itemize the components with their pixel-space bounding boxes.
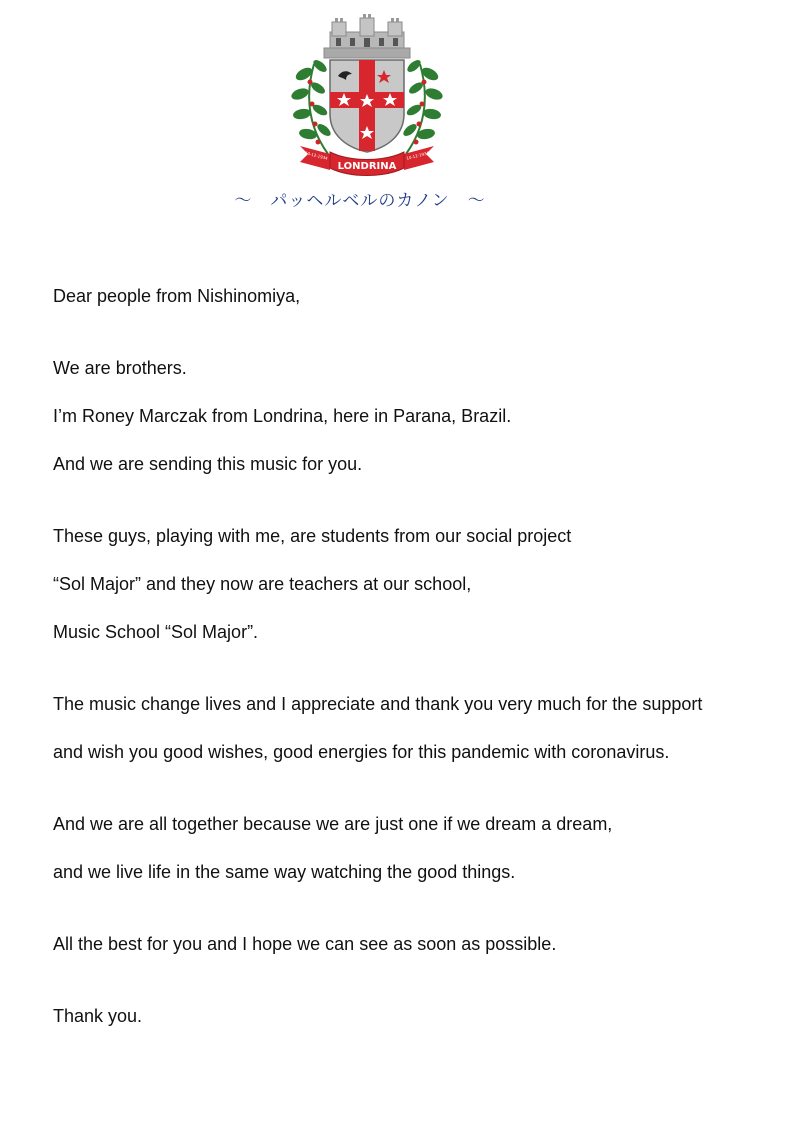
letter-line: “Sol Major” and they now are teachers at our school,	[53, 574, 472, 594]
letter-line: And we are all together because we are just one if we dream a dream,	[53, 814, 613, 834]
mural-crown-icon	[324, 14, 410, 58]
letter-line: These guys, playing with me, are students from our social project	[53, 526, 572, 546]
laurel-branch-right-icon	[401, 58, 444, 154]
crest-date-left: 10-12-1934	[304, 150, 329, 161]
letter-line: and we live life in the same way watching the good things.	[53, 862, 516, 882]
laurel-branch-left-icon	[290, 58, 333, 154]
crest-ribbon-text: LONDRINA	[337, 161, 397, 172]
letter-line: We are brothers.	[53, 358, 187, 378]
letter-line: All the best for you and I hope we can see as soon as possible.	[53, 934, 557, 954]
letter-line: And we are sending this music for you.	[53, 454, 363, 474]
letter-closing: Thank you.	[53, 1006, 143, 1026]
crest-date-right: 10-12-1934	[405, 150, 430, 161]
letter-greeting: Dear people from Nishinomiya,	[53, 286, 301, 306]
letter-line: and wish you good wishes, good energies for this pandemic with coronavirus.	[53, 742, 670, 762]
londrina-coat-of-arms-icon	[290, 14, 444, 184]
letter-line: The music change lives and I appreciate and thank you very much for the support	[53, 694, 703, 714]
letter-line: Music School “Sol Major”.	[53, 622, 259, 642]
letter-line: I’m Roney Marczak from Londrina, here in Parana, Brazil.	[53, 406, 512, 426]
shield-icon	[330, 60, 404, 152]
document-subtitle: ～ パッヘルベルのカノン ～	[234, 191, 486, 211]
